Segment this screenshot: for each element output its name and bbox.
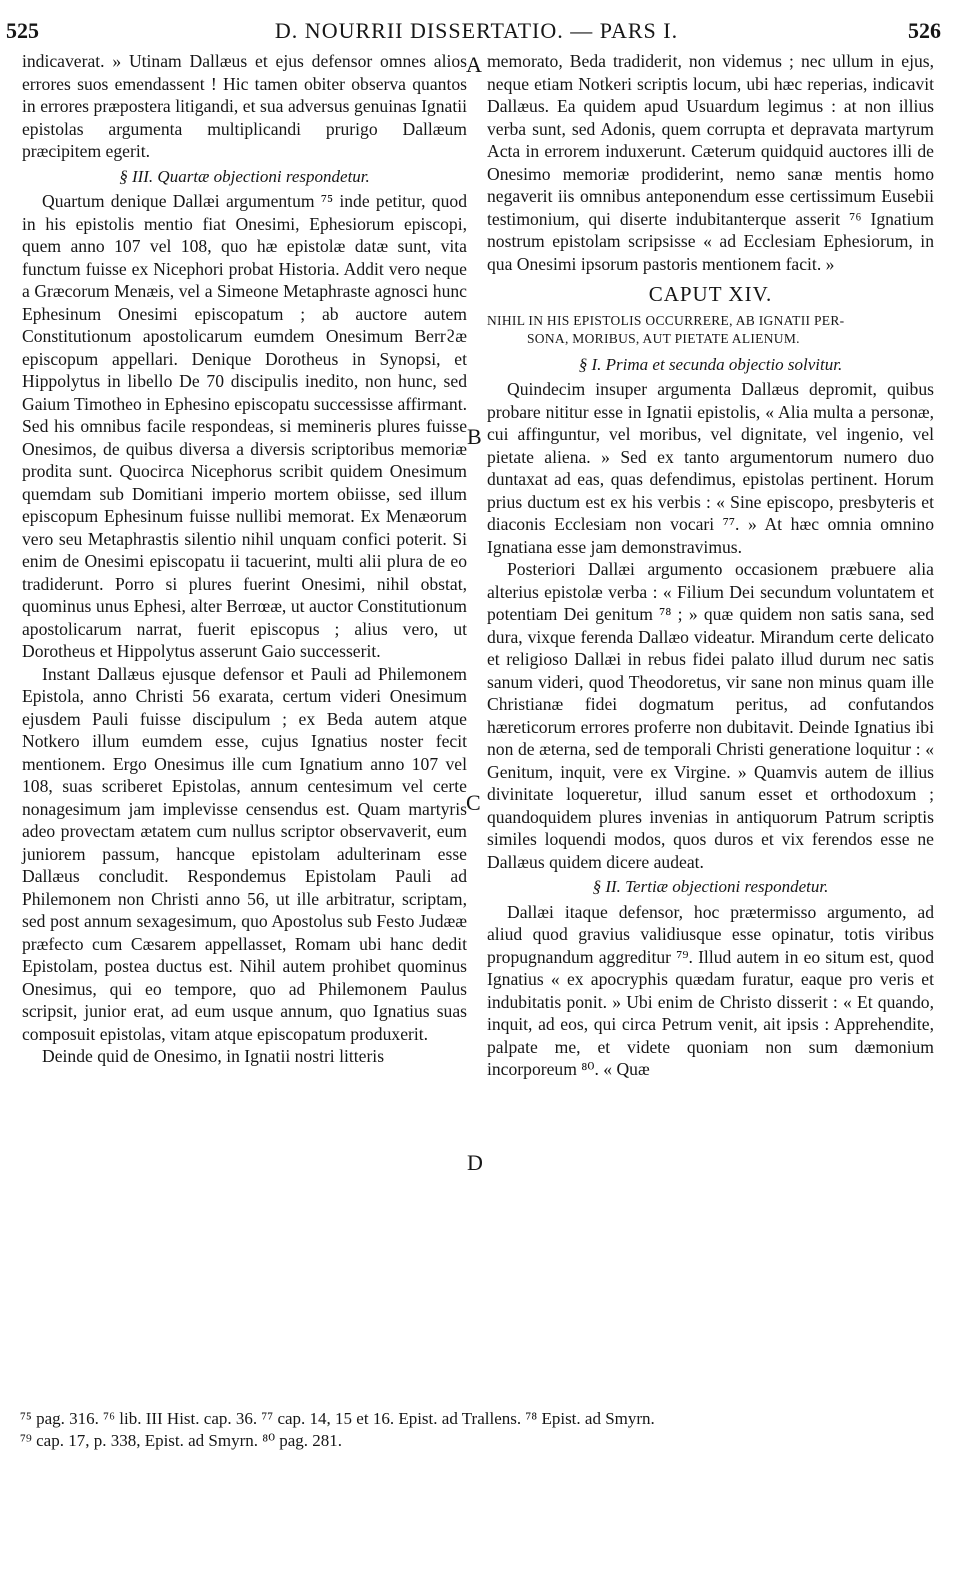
- paragraph: Quartum denique Dallæi argumentum ⁷⁵ inde petitur, quod in his epistolis mentio fiat Onesimi, Ephesiorum episcopi, quem anno 107 vel 108, quo hæ epistolæ datæ sunt, vita functum fuisse ex Nicephori probat Historia. Addit vero neque a Græcorum Menæis, vel a Simeone Metaphraste agnosci hunc Ephesinum Onesimi episcopatum ; ab auctore autem Constitutionum apostolicarum eumdem Onesimum Berrϩæ episcopum appellari. Denique Dorotheus in Synopsi, et Hippolytus in libello De 70 discipulis inedito, non hunc, sed Gaium Timotheo in Ephesino episcopatu successisse affirmant. Sed his omnibus facile respondeas, si memineris plures fuisse Onesimos, de quibus diversa a diversis scriptoribus memoriæ prodita sunt. Quocirca Nicephorus scribit quidem Onesimum quemdam sub Domitiani imperio mortem obiisse, sed illum episcopum Ephesinum fuisse nullibi memorat. Ex Menæorum vero seu Metaphrastis silentio nihil unquam confici poterit. Si enim de Onesimi episcopatu ii tacuerint, multi alii plura de eo tradiderunt. Porro si plures fuerint Onesimi, nihil obstat, quominus unus Ephesi, alter Berrœæ, ut auctor Constitutionum apostolicarum narrat, fuerit episcopus ; alius vero, ut Dorotheus et Hippolytus asserunt Gaio successerit.: [22, 191, 467, 661]
- paragraph: Deinde quid de Onesimo, in Ignatii nostri litteris: [42, 1046, 385, 1066]
- footnote-line: ⁷⁵ pag. 316. ⁷⁶ lib. III Hist. cap. 36. ⁷⁷ cap. 14, 15 et 16. Epist. ad Trallens. ⁷⁸ Epist. ad Smyrn.: [20, 1409, 655, 1428]
- margin-marker-c: C: [466, 790, 481, 815]
- paragraph: indicaverat. » Utinam Dallæus et ejus defensor omnes alios errores suos emendassent ! Hic tamen obiter observa quantos in errores præpostera litigandi, et sua adversus genuinas Ignatii epistolas argumenta multiplicandi prurigo Dallæum præcipitem egerit.: [22, 51, 467, 161]
- right-column: [487, 50, 934, 1081]
- summary-line: SONA, MORIBUS, AUT PIETATE ALIENUM.: [527, 330, 800, 346]
- page-number-left: 525: [6, 18, 39, 43]
- running-header: [0, 18, 953, 52]
- summary-line: NIHIL IN HIS EPISTOLIS OCCURRERE, AB IGNATII PER-: [487, 312, 845, 328]
- footnote-line: ⁷⁹ cap. 17, p. 338, Epist. ad Smyrn. ⁸⁰ pag. 281.: [20, 1431, 343, 1450]
- margin-marker-b: B: [467, 424, 482, 449]
- paragraph: Posteriori Dallæi argumento occasionem præbuere alia alterius epistolæ verba : « Filium Dei secundum voluntatem et potentiam Dei genitum ⁷⁸ ; » quæ quidem non satis sana, sed dura, vixque ferenda Dallæo videatur. Mirandum certe delicato et religioso Dallæi in rebus fidei palato illud durum nec satis sanum videri, quod Theodoretus, vir sane non minus quam ille Christianæ fidei dogmatum peritus, ad confutandos hæreticorum errores proferre non dubitavit. Deinde Ignatius ibi non de æterna, sed de temporali Christi generatione loquitur : « Genitum, inquit, vere ex Virgine. » Quamvis autem de illius divinitate loqueretur, illud sanum esset et orthodoxum ; quandoquidem plures invenias in antiquorum Patrum scriptis similes loquendi modos, quos duros et vix ferendos esse ne Dallæus quidem dicere audeat.: [487, 559, 934, 872]
- paragraph: Instant Dallæus ejusque defensor et Pauli ad Philemonem Epistola, anno Christi 56 exarata, certum videri Onesimum ejusdem Pauli fuisse discipulum ; ex Beda autem atque Notkero illum eumdem esse, cujus Ignatius noster fecit mentionem. Ergo Onesimus ille cum Ignatium anno 107 vel 108, suas scriberet Epistolas, annum centesimum vel certe nonagesimum jam implevisse censendus est. Quam martyris adeo provectam ætatem cum nullus scriptor observaverit, eum juniorem passum, hancque epistolam adulterinam esse Dallæus concludit. Respondemus Epistolam Pauli ad Philemonem non Christi anno 56, ut ille arbitratur, scriptam, sed post annum sexagesimum, quo Apostolus sub Festo Judææ præfecto cum Cæsarem appellasset, Romam ubi hanc dedit Epistolam, postea ductus est. Nihil autem prohibet quominus Onesimus, qui eo tempore, quo ad Philemonem Paulus scripsit, junior erat, ad eum usque annum, quo Ignatius suas composuit epistolas, vitam atque episcopatum produxerit.: [22, 663, 467, 1044]
- paragraph: memorato, Beda tradiderit, non videmus ; nec ullum in ejus, neque etiam Notkeri scriptis locum, ubi hæc reperias, indicavit Dallæus. Ea quidem apud Usuardum legimus : at non illius verba sunt, sed Adonis, quem corrupta et depravata martyrum Acta in errorem induxerunt. Cæterum quidquid auctores illi de Onesimo memoriæ prodiderint, nemo sanæ mentis homo negaverit iis omnibus anteponendum esse certissimum Eusebii testimonium, qui diserte indubitanterque asserit ⁷⁶ Ignatium nostrum epistolam scripsisse « ad Ecclesiam Ephesiorum, in qua Onesimi ipsorum pastoris mentionem facit. »: [487, 51, 934, 274]
- chapter-summary: [487, 312, 934, 348]
- margin-marker-a: A: [466, 52, 482, 77]
- left-column: [22, 50, 467, 1068]
- section-heading: § I. Prima et secunda objectio solvitur.: [578, 354, 843, 374]
- paragraph: Dallæi itaque defensor, hoc prætermisso argumento, ad aliud quod gravius validiusque esse opinatur, totis viribus propugnandum aggreditur ⁷⁹. Illud autem in eo situm est, quod Ignatius « ex apocryphis quædam furatur, eaque pro veris et indubitatis ponit. » Ubi enim de Christo disserit : « Et quando, inquit, ad eos, qui circa Petrum venit, ait ipsis : Apprehendite, palpate me, et videte quoniam non sum dæmonium incorporeum ⁸⁰. « Quæ: [487, 901, 934, 1079]
- section-heading: § II. Tertiæ objectioni respondetur.: [592, 877, 829, 896]
- page-number-right: 526: [908, 18, 941, 43]
- section-heading: § III. Quartæ objectioni respondetur.: [119, 166, 370, 186]
- paragraph: Quindecim insuper argumenta Dallæus depromit, quibus probare nititur esse in Ignatii epistolis, « Alia multa a personæ, cui affinguntur, vel moribus, vel dignitate, vel ingenio, vel pietate aliena. » Sed ex tanto argumentorum numero duo duntaxat ad eas, quas defendimus, epistolas pertinent. Horum prius ductum est ex his verbis : « Sine episcopo, presbyteris et diaconis Ecclesiam non vocari ⁷⁷. » At hæc omnia omnino Ignatiana esse jam demonstravimus.: [487, 379, 934, 557]
- running-title: D. NOURRII DISSERTATIO. — PARS I.: [274, 18, 679, 43]
- footnotes: [20, 1408, 940, 1452]
- margin-marker-d: D: [467, 1150, 483, 1175]
- chapter-heading: CAPUT XIV.: [648, 282, 773, 306]
